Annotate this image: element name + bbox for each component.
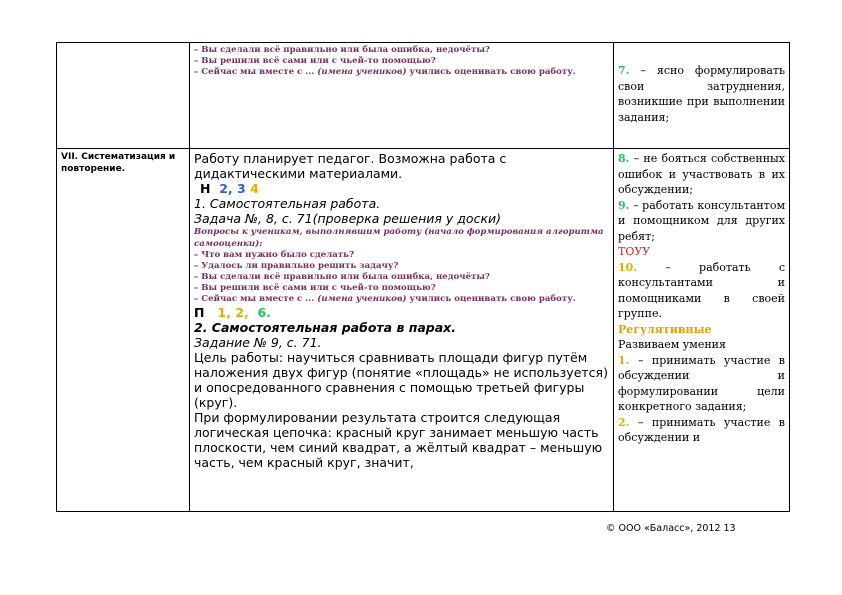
table-row — [57, 149, 790, 512]
question-line: – Вы сделали всё правильно или была ошибка, недочёты? — [194, 45, 490, 55]
goal-text: Цель работы: научиться сравнивать площади фигур путём наложения двух фигур (понятие «площадь» не используется) и опосредованного сравнения с помощью третьей фигуры (круг). — [194, 350, 608, 410]
skills-cell — [614, 149, 790, 512]
toyu-label: ТОУУ — [618, 245, 651, 258]
stage-cell-empty — [57, 43, 190, 149]
level-markers: П 1, 2, 6. — [194, 305, 271, 320]
task2-title: 2. Самостоятельная работа в парах. — [194, 320, 456, 335]
task1-ref: Задача №, 8, с. 71(проверка решения у доски) — [194, 211, 502, 226]
intro-text: Работу планирует педагог. Возможна работа с дидактическими материалами. — [194, 151, 507, 181]
activity-cell — [190, 43, 614, 149]
question-line: – Вы решили всё сами или с чьей-то помощью? — [194, 56, 436, 66]
question-line: – Вы решили всё сами или с чьей-то помощью? — [194, 283, 436, 293]
skills-cell — [614, 43, 790, 149]
questions-intro: Вопросы к ученикам, выполнявшим работу (начало формирования алгоритма самооценки): — [194, 227, 604, 249]
skill-item: 7. – ясно формулировать свои затруднения, возникшие при выполнении задания; — [618, 64, 785, 124]
stage-title: VII. Систематизация и повторение. — [61, 152, 176, 174]
skill-item: 9. – работать консультантом и помощником для других ребят; — [618, 198, 785, 243]
skill-item: 2. – принимать участие в обсуждении и — [618, 415, 785, 444]
lesson-table — [56, 42, 790, 512]
activity-cell — [190, 149, 614, 512]
skill-item: 8. – не бояться собственных ошибок и участвовать в их обсуждении; — [618, 152, 785, 196]
level-markers: Н 2, 3 4 — [200, 181, 259, 196]
copyright-footer: © ООО «Баласс», 2012 13 — [606, 523, 736, 534]
question-line: – Сейчас мы вместе с ... (имена учеников) учились оценивать свою работу. — [194, 294, 576, 304]
stage-cell — [57, 149, 190, 512]
skill-item: 1. – принимать участие в обсуждении и формулировании цели конкретного задания; — [618, 353, 785, 413]
task2-ref: Задание № 9, с. 71. — [194, 335, 322, 350]
skill-item: 10. – работать с консультантами и помощниками в своей группе. — [618, 260, 785, 320]
chain-text: При формулировании результата строится следующая логическая цепочка: красный круг занимает меньшую часть плоскости, чем синий квадрат, а жёлтый квадрат – меньшую часть, чем красный круг, значит, — [194, 410, 603, 470]
question-line: – Что вам нужно было сделать? — [194, 250, 355, 260]
question-line: – Удалось ли правильно решить задачу? — [194, 261, 399, 271]
question-line: – Сейчас мы вместе с ... (имена учеников) учились оценивать свою работу. — [194, 67, 576, 77]
task1-title: 1. Самостоятельная работа. — [194, 196, 381, 211]
regulative-label: Регулятивные — [618, 322, 712, 336]
table-row — [57, 43, 790, 149]
question-line: – Вы сделали всё правильно или была ошибка, недочёты? — [194, 272, 490, 282]
develop-label: Развиваем умения — [618, 338, 726, 351]
